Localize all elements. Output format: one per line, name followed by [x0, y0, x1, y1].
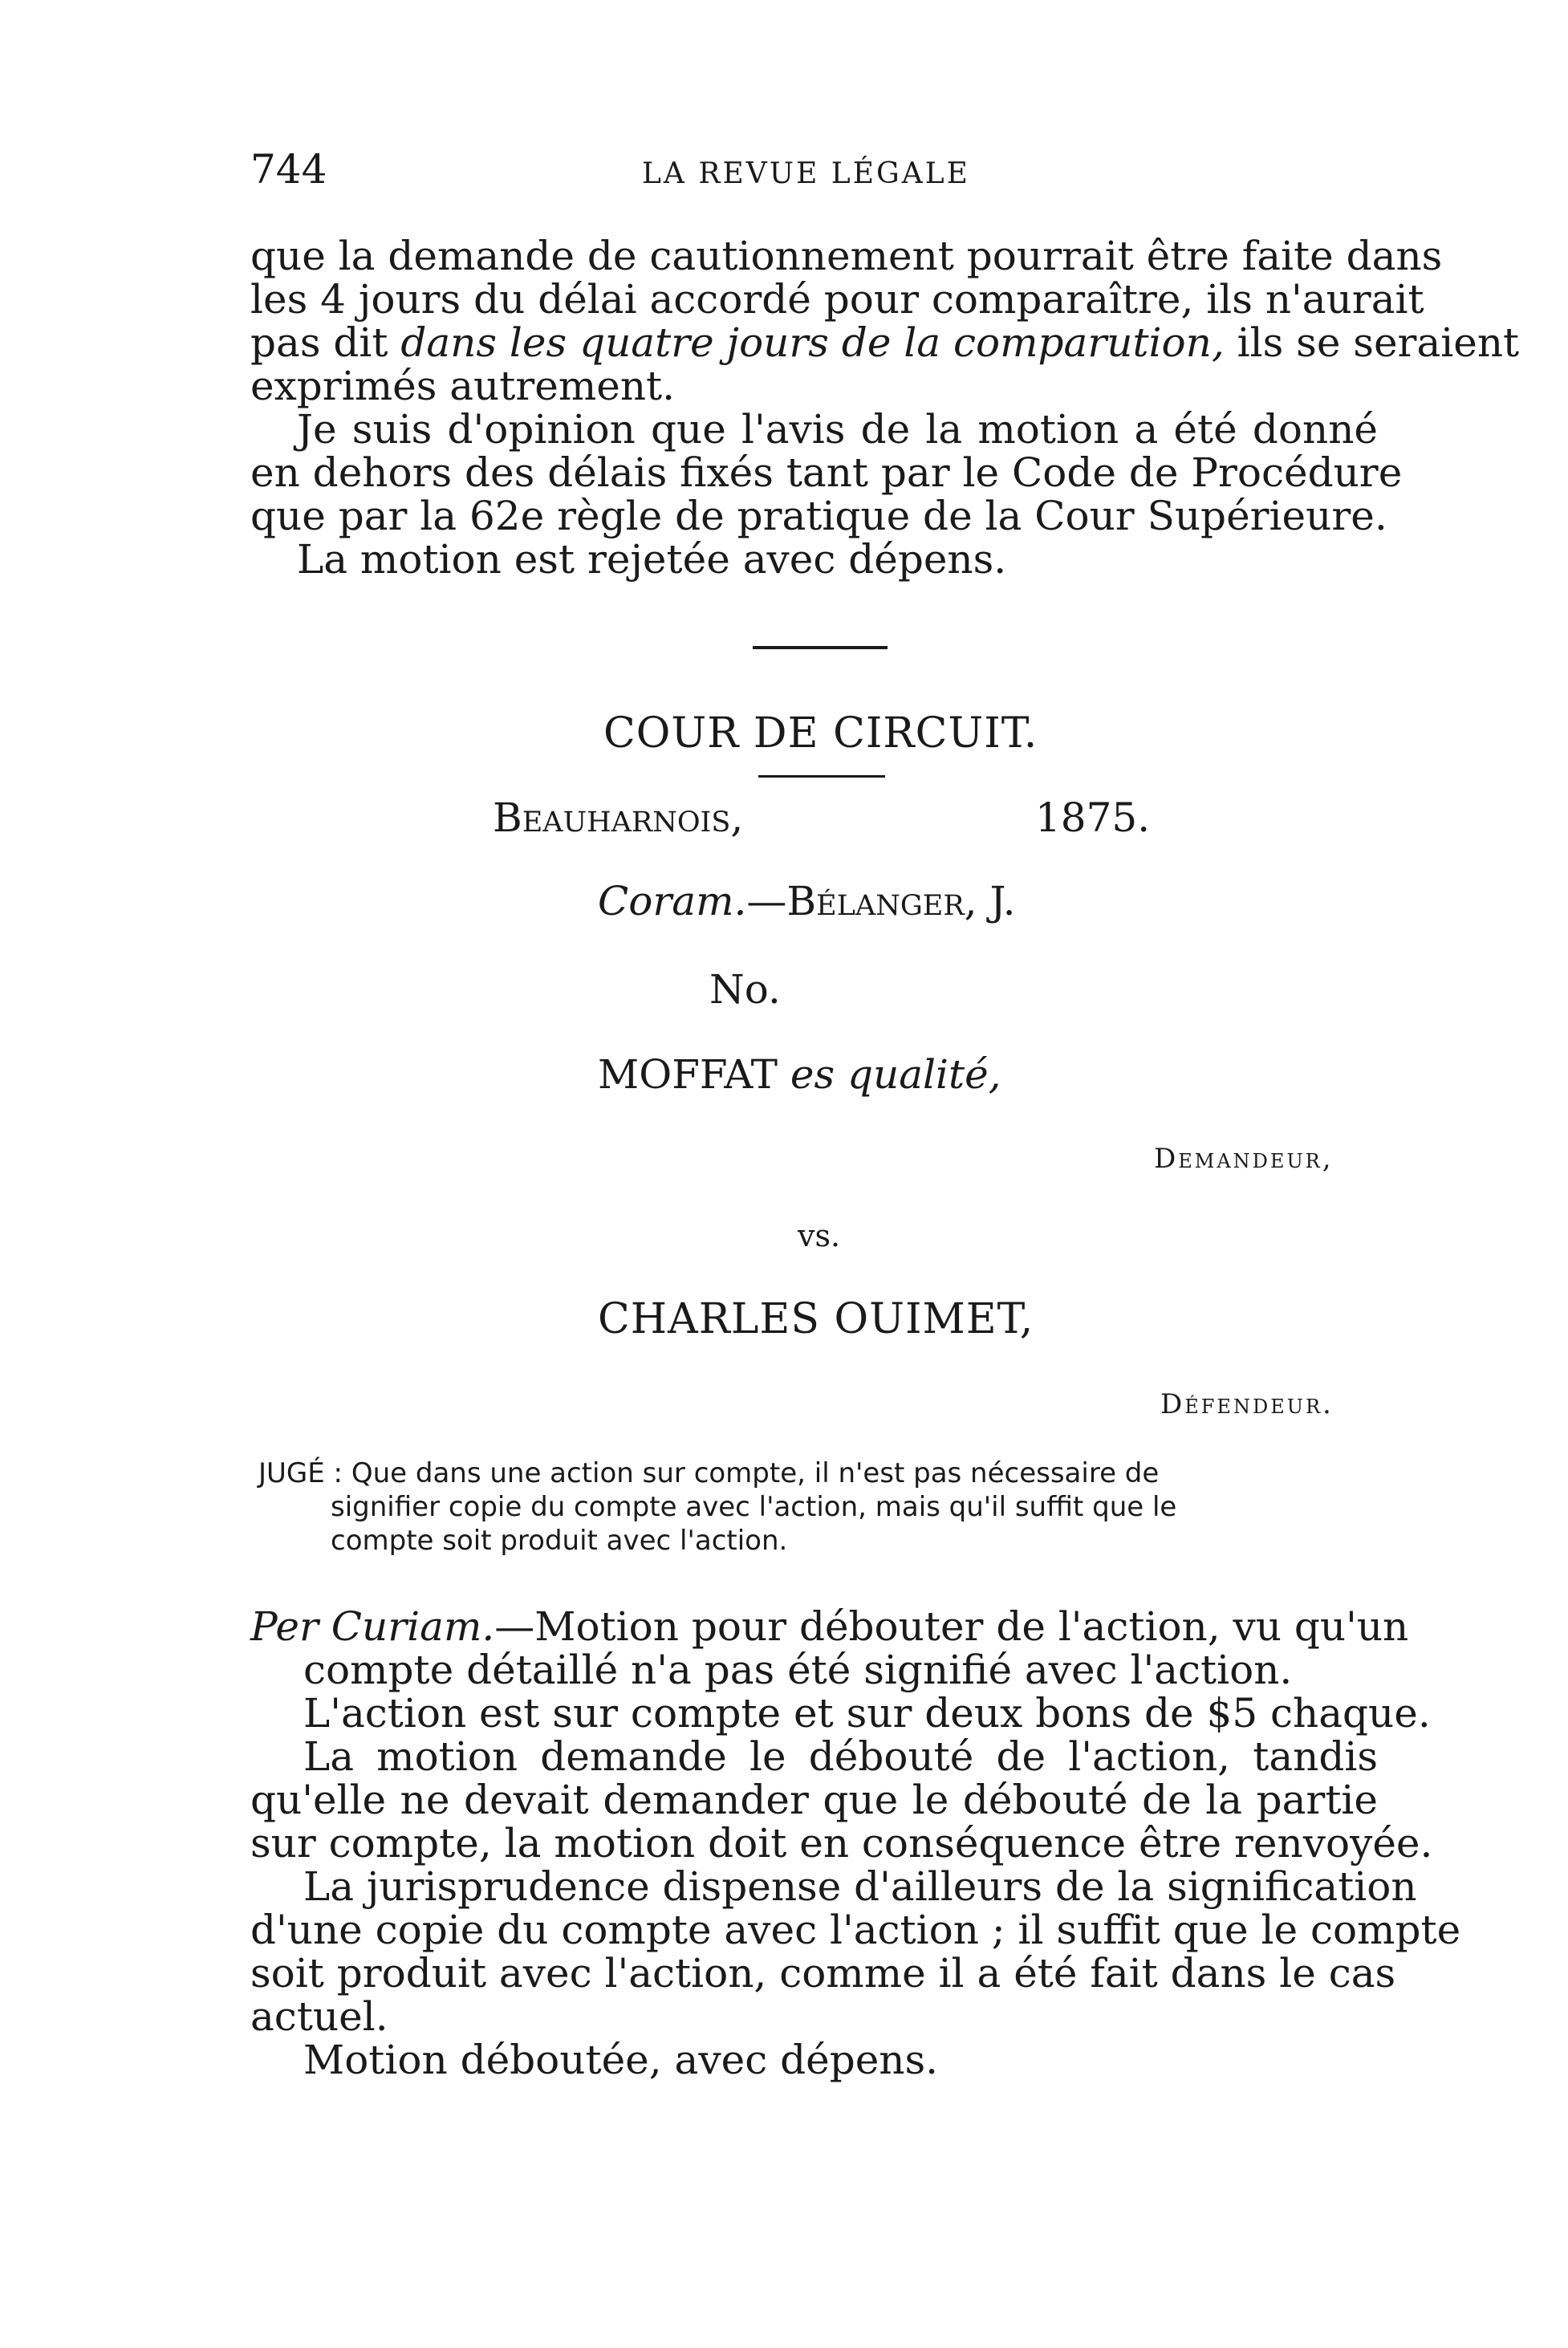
text-span: —Motion pour débouter de l'action, vu qu'un — [494, 1603, 1409, 1650]
holding-line: signifier copie du compte avec l'action, mais qu'il suffit que le — [331, 1491, 1177, 1523]
section-separator — [753, 646, 888, 649]
opinion-line: soit produit avec l'action, comme il a été fait dans le cas — [250, 1950, 1396, 1997]
coram-judge: —Bélanger, J. — [746, 878, 1016, 924]
coram-label: Coram. — [598, 878, 747, 924]
opinion-line: compte détaillé n'a pas été signifié avec l'action. — [303, 1647, 1293, 1693]
defendant-name: CHARLES OUIMET, — [598, 1295, 1034, 1343]
per-curiam-label: Per Curiam. — [250, 1603, 495, 1650]
opinion-line: sur compte, la motion doit en conséquence être renvoyée. — [250, 1820, 1433, 1867]
heading-rule — [758, 775, 885, 778]
opinion-line: qu'elle ne devait demander que le débouté de la partie — [250, 1777, 1378, 1823]
opinion-line: d'une copie du compte avec l'action ; il suffit que le compte — [250, 1907, 1461, 1953]
opinion-line: Motion déboutée, avec dépens. — [303, 2037, 939, 2083]
text-line: que par la 62e règle de pratique de la Cour Supérieure. — [250, 493, 1387, 539]
text-line: exprimés autrement. — [250, 363, 676, 409]
text-line: que la demande de cautionnement pourrait être faite dans — [250, 233, 1443, 279]
plaintiff-qualifier: es qualité, — [790, 1051, 1001, 1098]
holding-line — [258, 1457, 1159, 1489]
opinion-line: actuel. — [250, 1993, 388, 2040]
plaintiff-line — [598, 1051, 1001, 1098]
running-head: LA REVUE LÉGALE — [642, 157, 970, 190]
court-heading: COUR DE CIRCUIT. — [603, 709, 1038, 758]
case-year: 1875. — [1035, 794, 1151, 841]
holding-text: Que dans une action sur compte, il n'est pas nécessaire de — [351, 1457, 1160, 1489]
text-span: pas dit — [250, 319, 401, 366]
holding-label: JUGÉ : — [258, 1457, 343, 1489]
opinion-line — [250, 1603, 1409, 1650]
case-number: No. — [709, 966, 781, 1013]
text-line — [250, 319, 1520, 366]
opinion-line: La motion demande le débouté de l'action, tandis — [303, 1733, 1378, 1780]
text-line: les 4 jours du délai accordé pour comparaître, ils n'aurait — [250, 276, 1424, 323]
opinion-line: L'action est sur compte et sur deux bons de $5 chaque. — [303, 1690, 1431, 1737]
text-line: Je suis d'opinion que l'avis de la motion a été donné — [297, 406, 1378, 453]
text-span: ils se seraient — [1224, 319, 1520, 366]
plaintiff-name: MOFFAT — [598, 1051, 778, 1098]
defendant-role: Défendeur. — [1160, 1388, 1334, 1420]
italic-quote: dans les quatre jours de la comparution, — [400, 319, 1225, 366]
text-line: La motion est rejetée avec dépens. — [297, 536, 1007, 583]
page-number: 744 — [250, 146, 327, 193]
plaintiff-role: Demandeur, — [1154, 1143, 1334, 1175]
text-line: en dehors des délais fixés tant par le Code de Procédure — [250, 449, 1403, 496]
versus-label: vs. — [798, 1218, 841, 1253]
opinion-line: La jurisprudence dispense d'ailleurs de la signification — [303, 1863, 1417, 1910]
case-place: Beauharnois, — [493, 794, 744, 841]
coram-line — [598, 878, 1016, 924]
holding-line: compte soit produit avec l'action. — [331, 1525, 788, 1557]
